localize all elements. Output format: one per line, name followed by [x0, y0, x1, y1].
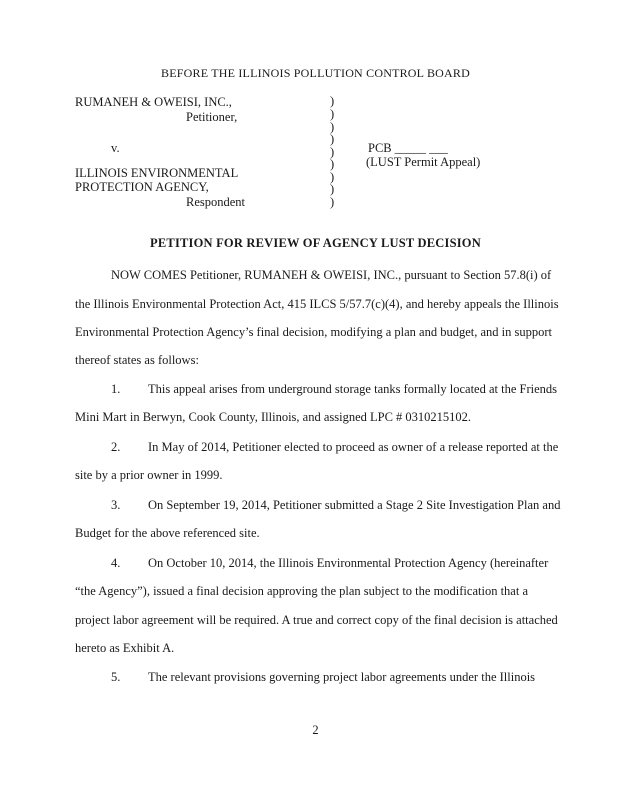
caption-paren: )	[330, 170, 335, 184]
paragraph-line: site by a prior owner in 1999.	[75, 468, 223, 482]
caption-paren: )	[330, 182, 335, 196]
paragraph-line: Budget for the above referenced site.	[75, 526, 260, 540]
petition-title: PETITION FOR REVIEW OF AGENCY LUST DECISION	[150, 236, 481, 250]
caption-paren: )	[330, 157, 335, 171]
intro-line: NOW COMES Petitioner, RUMANEH & OWEISI, INC., pursuant to Section 57.8(i) of	[111, 268, 552, 282]
paragraph-number: 1.	[111, 382, 121, 396]
paragraph-line: project labor agreement will be required. A true and correct copy of the final decision is attached	[75, 613, 558, 627]
intro-line: the Illinois Environmental Protection Act, 415 ILCS 5/57.7(c)(4), and hereby appeals the Illinois	[75, 297, 559, 311]
intro-line: thereof states as follows:	[75, 353, 199, 367]
intro-line: Environmental Protection Agency’s final decision, modifying a plan and budget, and in support	[75, 325, 552, 339]
caption-paren: )	[330, 132, 335, 146]
respondent-role: Respondent	[186, 195, 246, 209]
paragraph-line: On September 19, 2014, Petitioner submitted a Stage 2 Site Investigation Plan and	[148, 498, 561, 512]
caption-paren: )	[330, 94, 335, 108]
petitioner-role: Petitioner,	[186, 110, 238, 124]
paragraph-number: 5.	[111, 670, 121, 684]
paragraph-line: This appeal arises from underground storage tanks formally located at the Friends	[148, 382, 558, 396]
paragraph-number: 3.	[111, 498, 121, 512]
caption-paren: )	[330, 120, 335, 134]
board-heading: BEFORE THE ILLINOIS POLLUTION CONTROL BOARD	[161, 66, 470, 80]
case-number: PCB _____ ___	[368, 141, 448, 155]
paragraph-number: 4.	[111, 556, 121, 570]
paragraph-number: 2.	[111, 440, 121, 454]
page-number: 2	[312, 723, 319, 737]
respondent-name-line2: PROTECTION AGENCY,	[75, 180, 209, 194]
paragraph-line: “the Agency”), issued a final decision approving the plan subject to the modification that a	[75, 584, 528, 598]
petitioner-name: RUMANEH & OWEISI, INC.,	[75, 95, 232, 109]
paragraph-line: On October 10, 2014, the Illinois Environmental Protection Agency (hereinafter	[148, 556, 549, 570]
versus-label: v.	[111, 141, 120, 155]
case-type: (LUST Permit Appeal)	[366, 155, 481, 169]
caption-paren: )	[330, 195, 335, 209]
paragraph-line: In May of 2014, Petitioner elected to proceed as owner of a release reported at the	[148, 440, 559, 454]
paragraph-line: hereto as Exhibit A.	[75, 641, 175, 655]
caption-paren: )	[330, 145, 335, 159]
paragraph-line: The relevant provisions governing project labor agreements under the Illinois	[148, 670, 536, 684]
caption-paren: )	[330, 107, 335, 121]
respondent-name-line1: ILLINOIS ENVIRONMENTAL	[75, 166, 239, 180]
paragraph-line: Mini Mart in Berwyn, Cook County, Illinois, and assigned LPC # 0310215102.	[75, 410, 472, 424]
